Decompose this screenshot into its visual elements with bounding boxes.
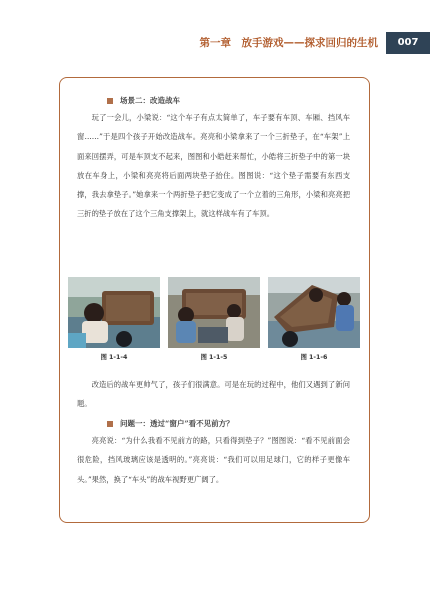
figure-caption-2: 图 1-1-5 — [200, 354, 228, 361]
section-heading-question — [107, 418, 234, 429]
square-bullet-icon — [107, 98, 113, 104]
paragraph-text: 玩了一会儿，小梁说：“这个车子有点太简单了，车子要有车顶、车厢、挡风车窗……”于是四个孩子开始改造战车。亮亮和小梁拿来了一个三折垫子，在“车架”上面来回摆弄，可是车顶支不起来，图图和小皓赶来帮忙，小皓将三折垫子中的第一块放在车身上，小梁和亮亮将后面两块垫子抬住。图图说：“这个垫子需要有东西支撑，我去拿垫子。”她拿来一个两折垫子把它变成了一个立着的三角形，小梁和亮亮把三折的垫子放在了这个三角支撑架上，就这样战车有了车顶。 — [77, 113, 350, 219]
page-header — [0, 32, 430, 54]
paragraph-text: 亮亮说：“为什么我看不见前方的路，只看得到垫子？”图图说：“看不见前面会很危险，挡风玻璃应该是透明的。”亮亮说：“我们可以用足球门，它的样子更像车头。”果然，换了“车头”的战车视野更广阔了。 — [77, 436, 350, 484]
section-heading-scene — [107, 95, 180, 106]
chapter-title: 第一章 放手游戏——探求回归的生机 — [199, 37, 378, 49]
figure-caption-1: 图 1-1-4 — [100, 354, 128, 361]
photo-3 — [268, 277, 360, 348]
body-paragraph-scene — [77, 108, 350, 224]
paragraph-text: 改造后的战车更帅气了，孩子们很满意。可是在玩的过程中，他们又遇到了新问题。 — [77, 380, 350, 409]
photo-2 — [168, 277, 260, 348]
section-heading-text: 问题一：透过“窗户”看不见前方？ — [120, 419, 234, 428]
body-paragraph-intro — [77, 375, 350, 414]
page-number-badge: 007 — [386, 32, 430, 54]
photo-1 — [68, 277, 160, 348]
section-heading-text: 场景二：改造战车 — [120, 96, 180, 105]
figure-caption-3: 图 1-1-6 — [300, 354, 328, 361]
body-paragraph-question — [77, 431, 350, 489]
square-bullet-icon — [107, 421, 113, 427]
